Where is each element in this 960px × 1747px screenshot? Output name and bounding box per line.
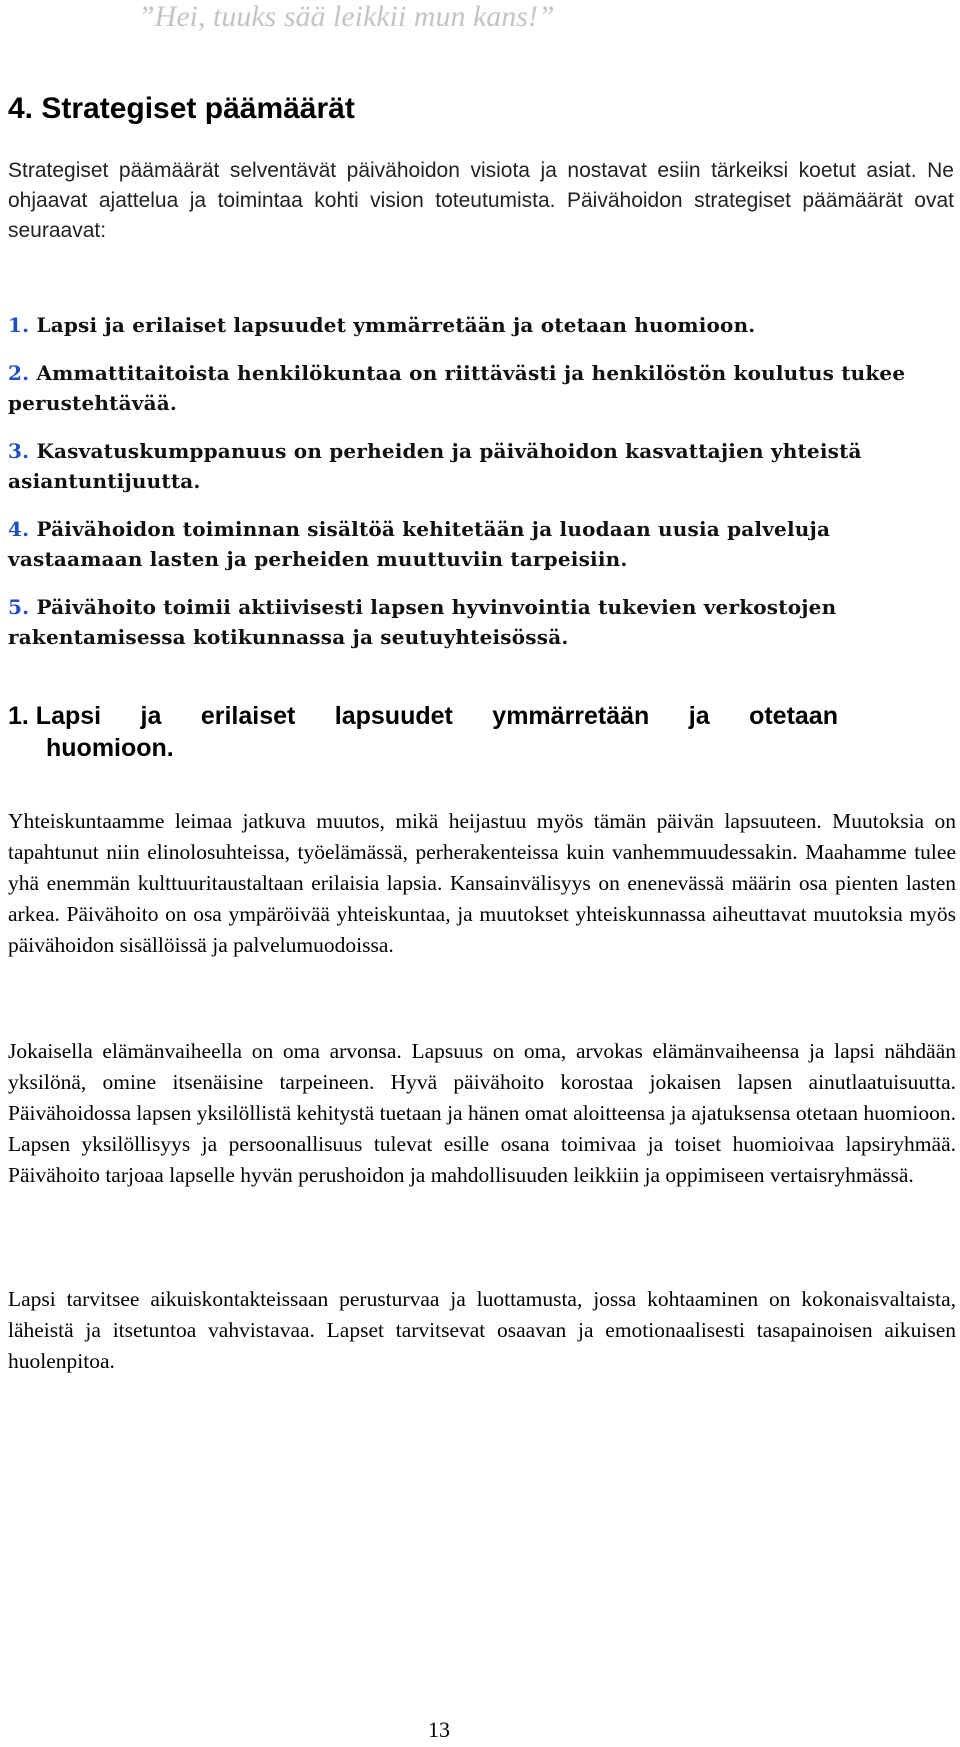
goal-item — [8, 592, 954, 652]
goal-item — [8, 436, 954, 496]
goal-number: 1. — [8, 313, 30, 337]
goal-number: 2. — [8, 361, 30, 385]
subsection-heading-word: ja — [688, 702, 710, 730]
goal-text: Päivähoidon toiminnan sisältöä kehitetään ja luodaan uusia palveluja vastaamaan lasten ja perheiden muuttuviin tarpeisiin. — [8, 517, 831, 571]
goal-text: Päivähoito toimii aktiivisesti lapsen hyvinvointia tukevien verkostojen rakentamisessa kotikunnassa ja seutuyhteisössä. — [8, 595, 837, 649]
subsection-heading-word: ja — [140, 702, 162, 730]
section-intro: Strategiset päämäärät selventävät päivähoidon visiota ja nostavat esiin tärkeiksi koetut asiat. Ne ohjaavat ajattelua ja toimintaa kohti vision toteutumista. Päivähoidon strategiset päämäärät ovat seuraavat: — [8, 159, 954, 242]
body-paragraph: Lapsi tarvitsee aikuiskontakteissaan perusturvaa ja luottamusta, jossa kohtaaminen on kokonaisvaltaista, läheistä ja itsetuntoa vahvistavaa. Lapset tarvitsevat osaavan ja emotionaalisesti tasapainoisen aikuisen huolenpitoa. — [8, 1287, 956, 1373]
subsection-heading-word: 1. Lapsi — [8, 702, 102, 730]
section-title: 4. Strategiset päämäärät — [8, 92, 355, 125]
subsection-heading-word: lapsuudet — [334, 702, 453, 730]
goal-number: 4. — [8, 517, 30, 541]
goal-text: Lapsi ja erilaiset lapsuudet ymmärretään ja otetaan huomioon. — [29, 313, 756, 337]
goal-item — [8, 310, 954, 340]
goals-list — [8, 310, 954, 670]
goal-text: Kasvatuskumppanuus on perheiden ja päivähoidon kasvattajien yhteistä asiantuntijuutta. — [8, 439, 862, 493]
body-paragraph: Yhteiskuntaamme leimaa jatkuva muutos, mikä heijastuu myös tämän päivän lapsuuteen. Muutoksia on tapahtunut niin elinolosuhteissa, työelämässä, perherakenteissa kuin vanhemmuudessakin. Maahamme tulee yhä enemmän kulttuuritaustaltaan erilaisia lapsia. Kansainvälisyys on enenevässä määrin osa pienten lasten arkea. Päivähoito on osa ympäröivää yhteiskuntaa, ja muutokset yhteiskunnassa aiheuttavat muutoksia myös päivähoidon sisällöissä ja palvelumuodoissa. — [8, 809, 956, 957]
subsection-heading-word: erilaiset — [200, 702, 296, 730]
goal-number: 5. — [8, 595, 30, 619]
goal-number: 3. — [8, 439, 30, 463]
subsection-heading-continuation: huomioon. — [46, 734, 174, 762]
subsection-heading — [8, 700, 838, 764]
goal-text: Ammattitaitoista henkilökuntaa on riittävästi ja henkilöstön koulutus tukee perustehtävää. — [8, 361, 906, 415]
subsection-heading-word: ymmärretään — [492, 702, 650, 730]
subsection-heading-word: otetaan — [749, 702, 838, 730]
goal-item — [8, 514, 954, 574]
page-number: 13 — [428, 1717, 450, 1742]
goal-item — [8, 358, 954, 418]
body-paragraph: Jokaisella elämänvaiheella on oma arvonsa. Lapsuus on oma, arvokas elämänvaiheensa ja lapsi nähdään yksilönä, omine itsenäisine tarpeineen. Hyvä päivähoito korostaa jokaisen lapsen ainutlaatuisuutta. Päivähoidossa lapsen yksilöllistä kehitystä tuetaan ja hänen omat aloitteensa ja ajatuksensa otetaan huomioon. Lapsen yksilöllisyys ja persoonallisuus tulevat esille osana toimivaa ja toiset huomioivaa lapsiryhmää. Päivähoito tarjoaa lapselle hyvän perushoidon ja mahdollisuuden leikkiin ja oppimiseen vertaisryhmässä. — [8, 1039, 956, 1187]
header-quote: ”Hei, tuuks sää leikkii mun kans!” — [138, 0, 555, 33]
